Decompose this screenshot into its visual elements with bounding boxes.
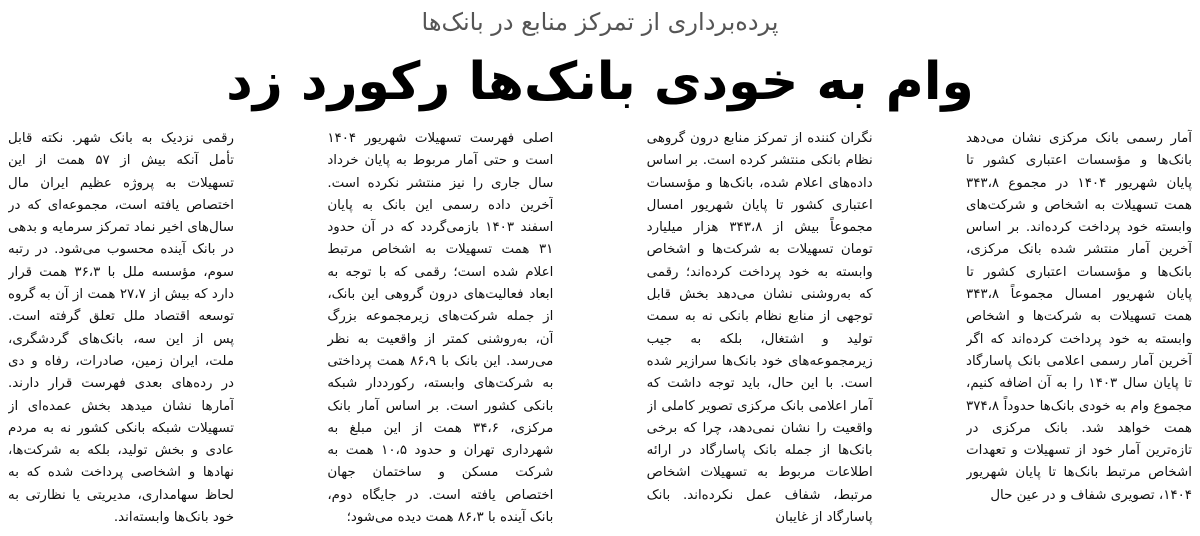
- article-headline: وام به خودی بانک‌ها رکورد زد: [226, 52, 974, 112]
- text-column-2: [647, 128, 873, 532]
- text-column-1: [966, 128, 1192, 532]
- column-2-text: نگران کننده از تمرکز منابع درون گروهی نظام بانکی منتشر کرده است. بر اساس داده‌های اعلام شده، بانک‌ها و مؤسسات اعتباری کشور تا پایان شهریور امسال مجموعاً بیش از ۳۴۳،۸ هزار میلیارد تومان تسهیلات به شرکت‌ها و اشخاص وابسته به خود پرداخت کرده‌اند؛ رقمی که به‌روشنی نشان می‌دهد بخش قابل توجهی از منابع نظام بانکی نه به سمت تولید و اشتغال، بلکه به جیب زیرمجموعه‌های خود بانک‌ها سرازیر شده است. با این حال، باید توجه داشت که آمار اعلامی بانک مرکزی تصویر کاملی از واقعیت را نشان نمی‌دهد، چرا که برخی بانک‌ها از جمله بانک پاسارگاد در ارائه اطلاعات مربوط به تسهیلات اشخاص مرتبط، شفاف عمل نکرده‌اند. بانک پاسارگاد از غایبان: [646, 131, 873, 526]
- column-3-text: اصلی فهرست تسهیلات شهریور ۱۴۰۴ است و حتی آمار مربوط به پایان خرداد سال جاری را نیز منتشر نکرده است. آخرین داده رسمی این بانک به پایان اسفند ۱۴۰۳ بازمی‌گردد که در آن حدود ۳۱ همت تسهیلات به اشخاص مرتبط اعلام شده است؛ رقمی که با توجه به ابعاد فعالیت‌های درون گروهی این بانک، از جمله شرکت‌های زیرمجموعه بزرگ آن، به‌روشنی کمتر از واقعیت به نظر می‌رسد. این بانک با ۸۶،۹ همت پرداختی به شرکت‌های وابسته، رکورددار شبکه بانکی کشور است. بر اساس آمار بانک مرکزی، ۳۴،۶ همت از این مبلغ به شهرداری تهران و حدود ۱۰،۵ همت به شرکت مسکن و ساختمان جهان اختصاص یافته است. در جایگاه دوم، بانک آینده با ۸۶،۳ همت دیده می‌شود؛: [327, 131, 554, 526]
- text-column-4: [8, 128, 234, 532]
- article-body: [8, 128, 1192, 532]
- article-kicker: پرده‌برداری از تمرکز منابع در بانک‌ها: [421, 8, 779, 36]
- column-4-text: رقمی نزدیک به بانک شهر. نکته قابل تأمل آنکه بیش از ۵۷ همت از این تسهیلات به پروژه عظیم ایران مال اختصاص یافته است، مجموعه‌ای که در سال‌های اخیر نماد تمرکز سرمایه و بدهی در بانک آینده محسوب می‌شود. در رتبه سوم، مؤسسه ملل با ۳۶،۳ همت قرار دارد که بیش از ۲۷،۷ همت از آن به گروه توسعه اقتصاد ملل تعلق گرفته است. پس از این سه، بانک‌های گردشگری، ملت، ایران زمین، صادرات، رفاه و دی در رده‌های بعدی فهرست قرار دارند. آمارها نشان میدهد بخش عمده‌ای از تسهیلات شبکه بانکی کشور نه به مردم عادی و بخش تولید، بلکه به شرکت‌ها، نهادها و اشخاصی پرداخت شده که به لحاظ سهامداری، مدیریتی یا نظارتی به خود بانک‌ها وابسته‌اند.: [8, 131, 235, 526]
- column-1-text: آمار رسمی بانک مرکزی نشان می‌دهد بانک‌ها و مؤسسات اعتباری کشور تا پایان شهریور ۱۴۰۴ در مجموع ۳۴۳،۸ همت تسهیلات به اشخاص و شرکت‌های وابسته خود پرداخت کرده‌اند. بر اساس آخرین آمار منتشر شده بانک مرکزی، بانک‌ها و مؤسسات اعتباری کشور تا پایان شهریور امسال مجموعاً ۳۴۳،۸ همت تسهیلات به شرکت‌ها و اشخاص وابسته به خود پرداخت کرده‌اند که اگر آخرین آمار رسمی اعلامی بانک پاسارگاد تا پایان سال ۱۴۰۳ را به آن اضافه کنیم، مجموع وام به خودی بانک‌ها حدوداً ۳۷۴،۸ همت خواهد شد. بانک مرکزی در تازه‌ترین آمار خود از تسهیلات و تعهدات اشخاص مرتبط بانک‌ها تا پایان شهریور ۱۴۰۴، تصویری شفاف و در عین حال: [966, 131, 1192, 503]
- text-column-3: [327, 128, 553, 532]
